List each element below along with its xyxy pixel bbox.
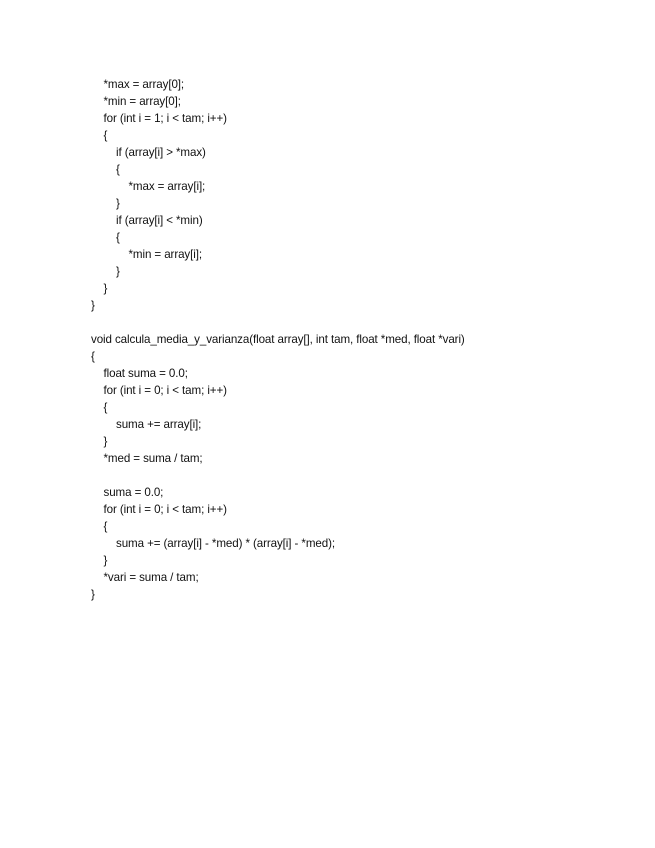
code-line: for (int i = 0; i < tam; i++) (103, 384, 227, 397)
code-line: { (91, 350, 95, 363)
code-line: *min = array[i]; (128, 248, 202, 261)
code-line: *vari = suma / tam; (103, 571, 199, 584)
code-line: suma += array[i]; (116, 418, 202, 431)
code-line: { (116, 163, 120, 176)
code-block (91, 76, 631, 603)
code-line: } (116, 197, 120, 210)
code-line: *max = array[i]; (128, 180, 206, 193)
code-line: suma = 0.0; (103, 486, 164, 499)
code-line: if (array[i] > *max) (116, 146, 206, 159)
code-line: } (91, 299, 95, 312)
code-line: for (int i = 1; i < tam; i++) (103, 112, 227, 125)
code-line: *min = array[0]; (103, 95, 181, 108)
code-line: } (103, 554, 108, 567)
code-line: if (array[i] < *min) (116, 214, 203, 227)
code-line: { (103, 401, 108, 414)
code-line: { (103, 520, 108, 533)
code-line: { (103, 129, 108, 142)
function-signature: void calcula_media_y_varianza(float array[], int tam, float *med, float *vari) (91, 333, 465, 346)
blank-line (91, 314, 631, 331)
code-line: { (116, 231, 120, 244)
code-line: for (int i = 0; i < tam; i++) (103, 503, 227, 516)
blank-line (91, 467, 631, 484)
code-line: *med = suma / tam; (103, 452, 203, 465)
code-line: float suma = 0.0; (103, 367, 188, 380)
code-line: } (116, 265, 120, 278)
code-line: } (103, 282, 108, 295)
code-line: *max = array[0]; (103, 78, 185, 91)
code-line: suma += (array[i] - *med) * (array[i] - *med); (116, 537, 335, 550)
code-line: } (103, 435, 108, 448)
code-line: } (91, 588, 95, 601)
